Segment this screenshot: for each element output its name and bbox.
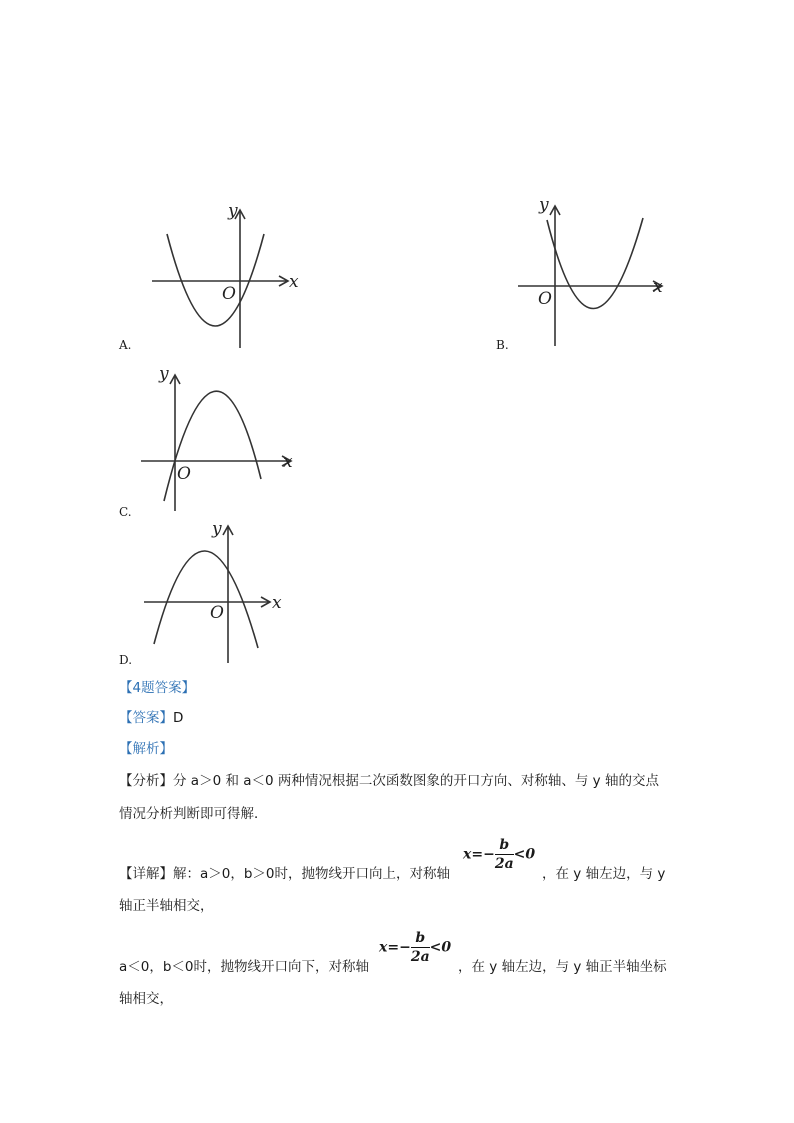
option-c-label: C.: [119, 505, 132, 519]
detail-text-1-post: ，在 y 轴左边，与 y: [542, 866, 666, 882]
symmetry-axis-formula-2: [379, 929, 451, 966]
graph-option-a: [140, 196, 320, 356]
analysis-line-1: [119, 769, 659, 789]
analysis-label: 【分析】: [119, 773, 173, 789]
formula-eq: =−: [471, 846, 495, 863]
graph-option-b: [510, 196, 680, 351]
formula-num: b: [495, 836, 514, 855]
detail-label: 【详解】: [119, 866, 173, 882]
x-axis-label: x: [289, 272, 299, 292]
y-axis-label: y: [159, 364, 169, 384]
origin-label: O: [210, 603, 224, 623]
formula-num: b: [411, 929, 430, 948]
option-b-label: B.: [496, 338, 509, 352]
formula-eq: =−: [387, 939, 411, 956]
parabola-curve: [547, 218, 643, 309]
origin-label: O: [538, 289, 552, 309]
y-axis-label: y: [539, 195, 549, 215]
detail-line-2: a＜0，b＜0时，抛物线开口向下，对称轴: [119, 959, 370, 975]
answer-line: [119, 706, 183, 726]
answer-value: D: [173, 710, 184, 726]
option-d-label: D.: [119, 653, 133, 667]
formula-rel: <0: [429, 939, 452, 956]
formula-rel: <0: [513, 846, 536, 863]
parabola-curve: [154, 551, 258, 648]
answer-header: 【4题答案】: [119, 680, 196, 696]
x-axis-label: x: [283, 452, 293, 472]
origin-label: O: [177, 464, 191, 484]
formula-lhs: x: [463, 846, 472, 863]
detail-line-1b: 轴正半轴相交，: [119, 898, 214, 914]
formula-den: 2a: [410, 949, 430, 965]
x-axis-label: x: [653, 277, 663, 297]
graph-option-d: [136, 518, 306, 668]
detail-text-1: 解：a＞0，b＞0时，抛物线开口向上，对称轴: [173, 866, 451, 882]
y-axis-label: y: [228, 201, 238, 221]
formula-lhs: x: [379, 939, 388, 956]
analysis-text-1: 分 a＞0 和 a＜0 两种情况根据二次函数图象的开口方向、对称轴、与 y 轴的交点: [173, 773, 659, 789]
detail-line-1: [119, 862, 450, 882]
detail-text-2-post: ，在 y 轴左边，与 y 轴正半轴坐标: [458, 959, 667, 975]
parabola-curve: [164, 391, 261, 501]
answer-label: 【答案】: [119, 710, 173, 726]
graph-option-c: [133, 363, 303, 513]
symmetry-axis-formula-1: [463, 836, 535, 873]
formula-fraction: [495, 836, 514, 873]
x-axis-label: x: [272, 593, 282, 613]
origin-label: O: [222, 284, 236, 304]
formula-fraction: [411, 929, 430, 966]
option-a-label: A.: [119, 338, 132, 352]
analysis-header: 【解析】: [119, 741, 173, 757]
formula-den: 2a: [494, 856, 514, 872]
parabola-curve: [167, 234, 264, 326]
detail-line-2b: 轴相交，: [119, 991, 173, 1007]
analysis-line-2: 情况分析判断即可得解．: [119, 806, 268, 822]
y-axis-label: y: [212, 519, 222, 539]
